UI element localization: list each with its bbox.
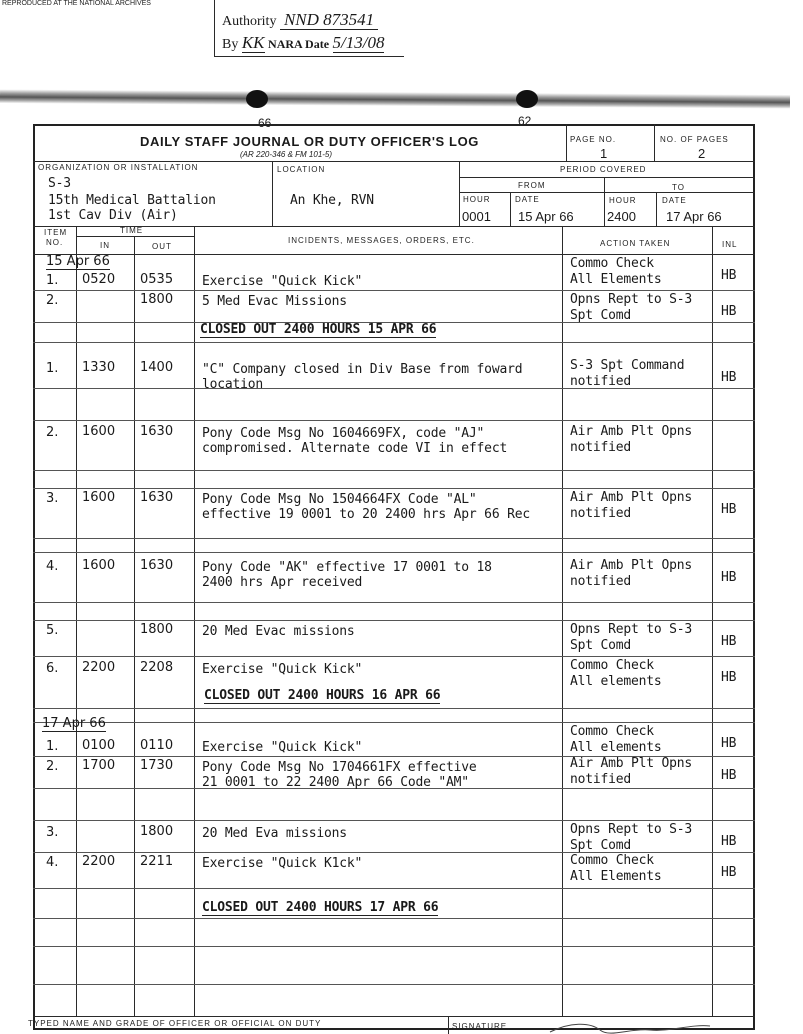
org-line-3: 1st Cav Div (Air) (48, 208, 178, 223)
item-number: 5. (46, 623, 59, 638)
row-rule (33, 888, 755, 889)
row-rule (33, 656, 755, 657)
signature-label: SIGNATURE (452, 1022, 508, 1031)
incident-text: "C" Company closed in Div Base from foward (202, 362, 523, 377)
incident-text: 20 Med Eva missions (202, 826, 347, 841)
time-in: 1700 (82, 758, 116, 773)
action-taken-continued: notified (570, 440, 632, 455)
to-hour-label: HOUR (609, 196, 637, 205)
row-rule (33, 420, 755, 421)
row-rule (33, 708, 755, 709)
initials: HB (721, 768, 737, 783)
time-out: 1800 (140, 292, 174, 307)
time-in: 0100 (82, 738, 116, 753)
binding-mark-left: 66 (258, 116, 272, 130)
from-hour-label: HOUR (463, 195, 491, 204)
action-taken: Air Amb Plt Opns (570, 424, 693, 439)
time-in: 1330 (82, 360, 116, 375)
item-number: 2. (46, 425, 59, 440)
date-header-2: 17 Apr 66 (42, 716, 106, 731)
action-taken: Opns Rept to S-3 (570, 822, 693, 837)
incident-text: Pony Code Msg No 1504664FX Code "AL" (202, 492, 477, 507)
initials: HB (721, 304, 737, 319)
row-rule (33, 602, 755, 603)
time-in: 0520 (82, 272, 116, 287)
initials: HB (721, 736, 737, 751)
incident-text: Exercise "Quick Kick" (202, 662, 363, 677)
row-rule (33, 290, 755, 291)
action-taken: Air Amb Plt Opns (570, 558, 693, 573)
authority-line (222, 10, 378, 30)
location-value: An Khe, RVN (290, 193, 374, 208)
form-title: DAILY STAFF JOURNAL OR DUTY OFFICER'S LOG (140, 134, 479, 149)
incident-text: Exercise "Quick Kick" (202, 740, 363, 755)
inl-label: INL (722, 240, 738, 249)
action-taken: Commo Check (570, 853, 654, 868)
initials: HB (721, 370, 737, 385)
item-number: 2. (46, 759, 59, 774)
item-number: 3. (46, 825, 59, 840)
row-rule (33, 946, 755, 947)
form-regulation: (AR 220-346 & FM 101-5) (240, 150, 333, 159)
archives-stamp: REPRODUCED AT THE NATIONAL ARCHIVES (2, 0, 151, 7)
action-taken-continued: notified (570, 574, 632, 589)
incident-text: Pony Code "AK" effective 17 0001 to 18 (202, 560, 492, 575)
incident-text: Pony Code Msg No 1704661FX effective (202, 760, 477, 775)
action-taken-continued: notified (570, 772, 632, 787)
closed-out-line-2: CLOSED OUT 2400 HOURS 16 APR 66 (204, 688, 441, 703)
incident-text-continued: effective 19 0001 to 20 2400 hrs Apr 66 Rec (202, 507, 530, 522)
initials: HB (721, 834, 737, 849)
by-line (222, 33, 384, 53)
action-taken: Commo Check (570, 658, 654, 673)
row-rule (33, 342, 755, 343)
action-taken: Opns Rept to S-3 (570, 292, 693, 307)
by-label: By (222, 37, 239, 52)
org-line-2: 15th Medical Battalion (48, 193, 216, 208)
item-number: 3. (46, 491, 59, 506)
binding-mark-right: 62 (518, 114, 532, 128)
time-in: 2200 (82, 854, 116, 869)
incident-text: 20 Med Evac missions (202, 624, 355, 639)
org-line-1: S-3 (48, 176, 71, 191)
initials: HB (721, 268, 737, 283)
time-out: 1800 (140, 622, 174, 637)
row-rule (33, 620, 755, 621)
page-no-label: PAGE NO. (570, 135, 617, 144)
row-rule (33, 488, 755, 489)
item-label: ITEM (44, 228, 68, 237)
row-rule (33, 918, 755, 919)
row-rule (33, 984, 755, 985)
by-value: KK (241, 33, 265, 52)
time-out: 0535 (140, 272, 174, 287)
action-taken-continued: All Elements (570, 869, 662, 884)
initials: HB (721, 865, 737, 880)
action-taken-continued: Spt Comd (570, 838, 632, 853)
from-hour-value: 0001 (462, 209, 491, 224)
action-taken-continued: All elements (570, 740, 662, 755)
row-rule (33, 552, 755, 553)
authority-value: NND 873541 (280, 10, 378, 30)
action-taken-continued: notified (570, 374, 632, 389)
incident-text: Pony Code Msg No 1604669FX, code "AJ" (202, 426, 485, 441)
out-label: OUT (152, 242, 172, 251)
initials: HB (721, 502, 737, 517)
page-no-value: 1 (600, 146, 608, 161)
time-out: 1630 (140, 424, 174, 439)
action-taken: Opns Rept to S-3 (570, 622, 693, 637)
no-of-pages-value: 2 (698, 146, 706, 161)
action-taken: S-3 Spt Command (570, 358, 685, 373)
nara-date-value: 5/13/08 (332, 33, 385, 52)
period-label: PERIOD COVERED (560, 165, 647, 174)
time-out: 2208 (140, 660, 174, 675)
binding-hole-left (246, 90, 268, 108)
initials: HB (721, 634, 737, 649)
time-in: 2200 (82, 660, 116, 675)
time-out: 1400 (140, 360, 174, 375)
closed-out-line-3: CLOSED OUT 2400 HOURS 17 APR 66 (202, 900, 439, 915)
time-label: TIME (120, 226, 144, 235)
nara-date-label: NARA Date (268, 37, 330, 51)
time-out: 1730 (140, 758, 174, 773)
to-date-label: DATE (662, 196, 687, 205)
row-rule (33, 388, 755, 389)
item-no-label: NO. (46, 238, 64, 247)
row-rule (33, 538, 755, 539)
incident-text-continued: 21 0001 to 22 2400 Apr 66 Code "AM" (202, 775, 469, 790)
date-header-1: 15 Apr 66 (46, 254, 110, 269)
time-in: 1600 (82, 490, 116, 505)
from-label: FROM (518, 181, 546, 190)
row-rule (33, 470, 755, 471)
incident-text: Exercise "Quick Kick" (202, 274, 363, 289)
item-number: 6. (46, 661, 59, 676)
authority-label: Authority (222, 14, 277, 29)
action-taken-continued: notified (570, 506, 632, 521)
signature-scribble (540, 1018, 720, 1034)
to-label: TO (672, 183, 685, 192)
no-of-pages-label: NO. OF PAGES (660, 135, 729, 144)
time-out: 1630 (140, 558, 174, 573)
action-label: ACTION TAKEN (600, 239, 671, 248)
incident-text: 5 Med Evac Missions (202, 294, 347, 309)
from-date-value: 15 Apr 66 (518, 209, 574, 224)
binding-hole-right (516, 90, 538, 108)
incident-text-continued: compromised. Alternate code VI in effect (202, 441, 508, 456)
in-label: IN (100, 241, 110, 250)
incidents-label: INCIDENTS, MESSAGES, ORDERS, ETC. (288, 236, 475, 245)
initials: HB (721, 570, 737, 585)
row-rule (33, 820, 755, 821)
item-number: 1. (46, 273, 59, 288)
item-number: 4. (46, 559, 59, 574)
action-taken-continued: Spt Comd (570, 638, 632, 653)
item-number: 1. (46, 361, 59, 376)
to-hour-value: 2400 (607, 209, 636, 224)
action-taken-continued: All Elements (570, 272, 662, 287)
incident-text: Exercise "Quick K1ck" (202, 856, 363, 871)
time-in: 1600 (82, 558, 116, 573)
to-date-value: 17 Apr 66 (666, 209, 722, 224)
incident-text-continued: 2400 hrs Apr received (202, 575, 363, 590)
time-out: 1630 (140, 490, 174, 505)
time-in: 1600 (82, 424, 116, 439)
row-rule (33, 722, 755, 723)
time-out: 2211 (140, 854, 174, 869)
org-label: ORGANIZATION OR INSTALLATION (38, 163, 199, 172)
item-number: 1. (46, 739, 59, 754)
item-number: 4. (46, 855, 59, 870)
closed-out-line-1: CLOSED OUT 2400 HOURS 15 APR 66 (200, 322, 437, 337)
binding-strip (0, 89, 790, 109)
action-taken: Commo Check (570, 724, 654, 739)
action-taken-continued: All elements (570, 674, 662, 689)
action-taken: Air Amb Plt Opns (570, 756, 693, 771)
typed-name-label: TYPED NAME AND GRADE OF OFFICER OR OFFICIAL ON DUTY (28, 1019, 322, 1028)
action-taken-continued: Spt Comd (570, 308, 632, 323)
action-taken: Air Amb Plt Opns (570, 490, 693, 505)
initials: HB (721, 670, 737, 685)
time-out: 0110 (140, 738, 174, 753)
incident-text-continued: location (202, 377, 264, 392)
time-out: 1800 (140, 824, 174, 839)
item-number: 2. (46, 293, 59, 308)
from-date-label: DATE (515, 195, 540, 204)
action-taken: Commo Check (570, 256, 654, 271)
location-label: LOCATION (277, 165, 326, 174)
